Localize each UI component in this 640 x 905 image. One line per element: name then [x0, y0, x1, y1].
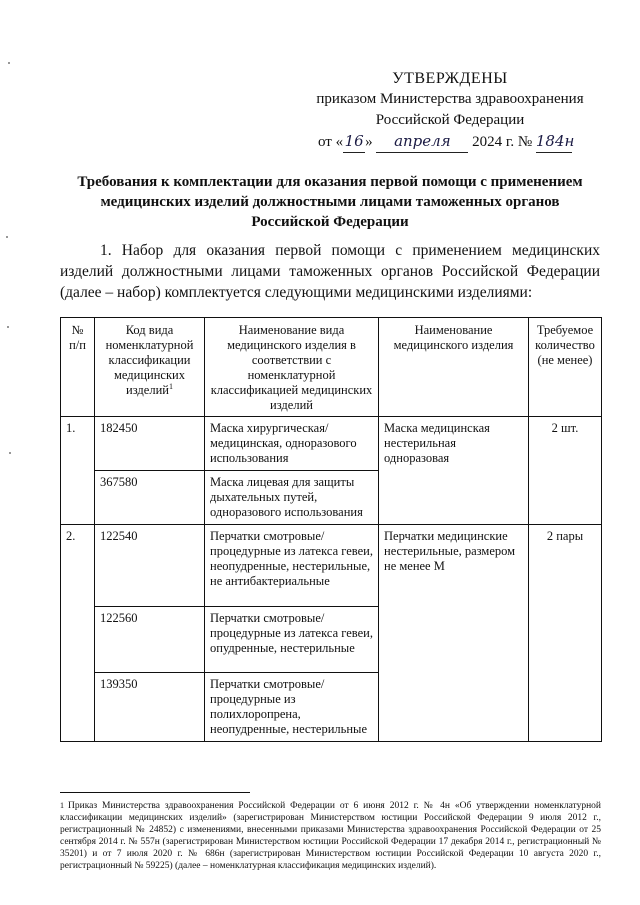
footnote-divider — [60, 792, 250, 793]
cell-qty: 2 пары — [529, 525, 602, 742]
scan-speck — [9, 452, 11, 454]
cell-code: 122540 — [95, 525, 205, 607]
header-device-name: Наименование медицинского изделия — [379, 318, 529, 417]
scan-speck — [8, 62, 10, 64]
footnote-mark: 1 — [60, 801, 64, 810]
footnote-ref: 1 — [168, 381, 173, 391]
approval-ministry-line: Российской Федерации — [375, 112, 525, 128]
header-code — [95, 318, 205, 417]
cell-type-name: Перчатки смотровые/ процедурные из латекса гевеи, опудренные, нестерильные — [205, 607, 379, 673]
cell-num: 2. — [61, 525, 95, 742]
header-type-name: Наименование вида медицинского изделия в соответствии с номенклатурной классификацией медицинских изделий — [205, 318, 379, 417]
cell-num: 1. — [61, 417, 95, 525]
table-header-row — [61, 318, 602, 417]
cell-code: 122560 — [95, 607, 205, 673]
table-row — [61, 525, 602, 607]
cell-qty: 2 шт. — [529, 417, 602, 525]
handwritten-month: апреля — [376, 131, 468, 153]
kit-requirements-table — [60, 317, 602, 742]
date-prefix: от « — [318, 134, 344, 150]
table-row — [61, 417, 602, 471]
date-year: 2024 г. № — [468, 134, 536, 150]
cell-type-name: Маска хирургическая/ медицинская, одноразового использования — [205, 417, 379, 471]
header-code-text: Код вида номенклатурной классификации медицинских изделий — [105, 323, 194, 397]
intro-paragraph — [60, 240, 600, 303]
approval-date-line — [300, 131, 600, 153]
scan-speck — [6, 236, 8, 238]
approval-order-line: приказом Министерства здравоохранения — [316, 91, 584, 107]
approval-stamp — [300, 68, 600, 153]
intro-text: 1. Набор для оказания первой помощи с применением медицинских изделий должностными лицами таможенных органов Российской Федерации (далее – набор) комплектуется следующими медицинскими изделиями: — [60, 242, 600, 301]
cell-code: 367580 — [95, 471, 205, 525]
cell-code: 182450 — [95, 417, 205, 471]
header-num: № п/п — [61, 318, 95, 417]
handwritten-order-number: 184н — [536, 131, 572, 153]
cell-type-name: Перчатки смотровые/ процедурные из латекса гевеи, неопудренные, нестерильные, не антибактериальные — [205, 525, 379, 607]
footnote-text: Приказ Министерства здравоохранения Российской Федерации от 6 июня 2012 г. № 4н «Об утверждении номенклатурной классификации медицинских изделий» (зарегистрирован Министерством юстиции Российской Федерации 9 июля 2012 г., регистрационный № 24852) с изменениями, внесенными приказами Министерства здравоохранения Российской Федерации от 25 сентября 2014 г. № 557н (зарегистрирован Министерством юстиции Российской Федерации 17 декабря 2014 г., регистрационный № 35201) и от 7 июля 2020 г. № 686н (зарегистрирован Министерством юстиции Российской Федерации 10 августа 2020 г., регистрационный № 59225) (далее – номенклатурная классификация медицинских изделий). — [60, 801, 601, 871]
handwritten-day: 16 — [343, 131, 365, 153]
date-mid: » — [365, 134, 377, 150]
cell-code: 139350 — [95, 673, 205, 742]
footnote — [60, 800, 601, 872]
header-qty: Требуемое количество (не менее) — [529, 318, 602, 417]
cell-type-name: Маска лицевая для защиты дыхательных путей, одноразового использования — [205, 471, 379, 525]
cell-device-name: Маска медицинская нестерильная одноразовая — [379, 417, 529, 525]
cell-device-name: Перчатки медицинские нестерильные, размером не менее М — [379, 525, 529, 742]
cell-type-name: Перчатки смотровые/ процедурные из полихлоропрена, неопудренные, нестерильные — [205, 673, 379, 742]
document-title: Требования к комплектации для оказания первой помощи с применением медицинских изделий должностными лицами таможенных органов Российской Федерации — [77, 174, 583, 230]
scan-speck — [7, 326, 9, 328]
approval-title: УТВЕРЖДЕНЫ — [392, 70, 508, 87]
